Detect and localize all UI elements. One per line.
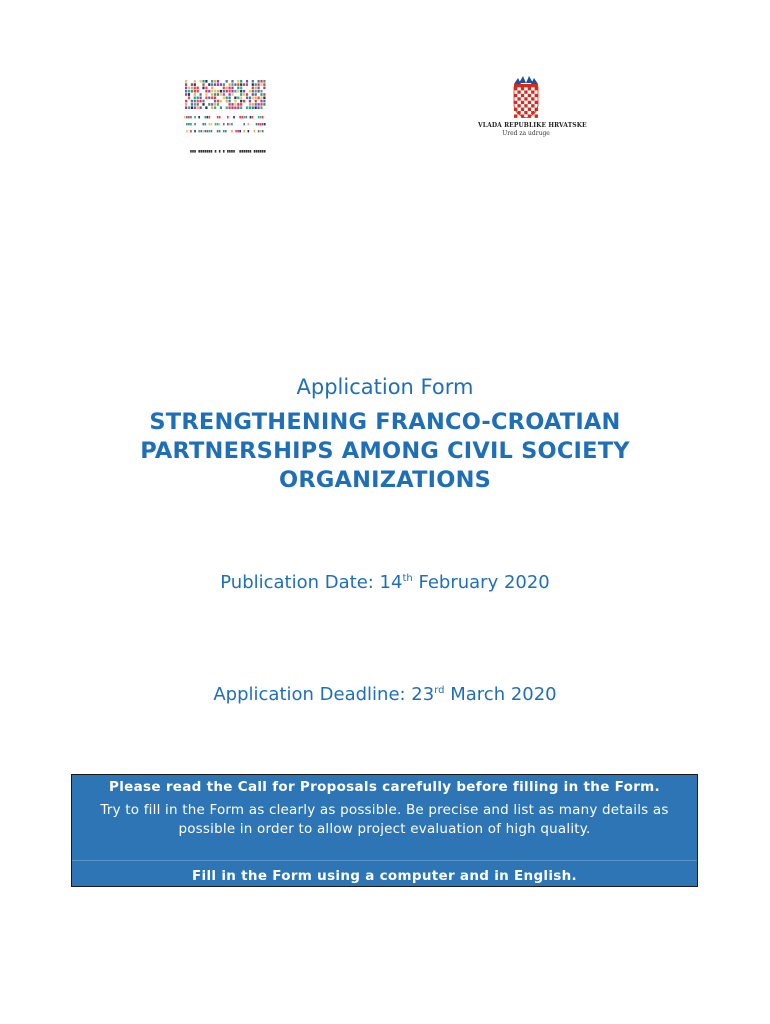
croatian-coat-of-arms-icon — [512, 76, 540, 118]
colorful-mosaic-logo-icon — [182, 78, 268, 158]
government-logo — [478, 76, 587, 146]
instructions-body: Try to fill in the Form as clearly as possible. Be precise and list as many details as possible in order to allow project evaluation of high quality. — [100, 802, 669, 837]
office-name: Ured za udruge — [502, 130, 550, 137]
instructions-final: Fill in the Form using a computer and in English. — [192, 868, 577, 884]
title-line: PARTNERSHIPS AMONG CIVIL SOCIETY — [140, 438, 630, 464]
deadline-ordinal: rd — [434, 685, 445, 696]
organization-logo — [182, 78, 268, 158]
instructions-divider — [72, 860, 697, 861]
instructions-heading: Please read the Call for Proposals carefully before filling in the Form. — [109, 779, 660, 795]
title-line: ORGANIZATIONS — [279, 467, 491, 493]
form-label: Application Form — [296, 375, 474, 399]
instructions-box — [71, 774, 698, 887]
deadline-suffix: March 2020 — [444, 684, 557, 705]
publication-date-ordinal: th — [402, 573, 413, 584]
publication-date-prefix: Publication Date: 14 — [220, 572, 403, 593]
document-title — [80, 408, 690, 495]
publication-date-suffix: February 2020 — [412, 572, 550, 593]
application-deadline — [0, 684, 770, 705]
deadline-prefix: Application Deadline: 23 — [213, 684, 435, 705]
government-name: VLADA REPUBLIKE HRVATSKE — [478, 122, 587, 129]
title-line: STRENGTHENING FRANCO-CROATIAN — [149, 409, 621, 435]
publication-date — [0, 572, 770, 593]
